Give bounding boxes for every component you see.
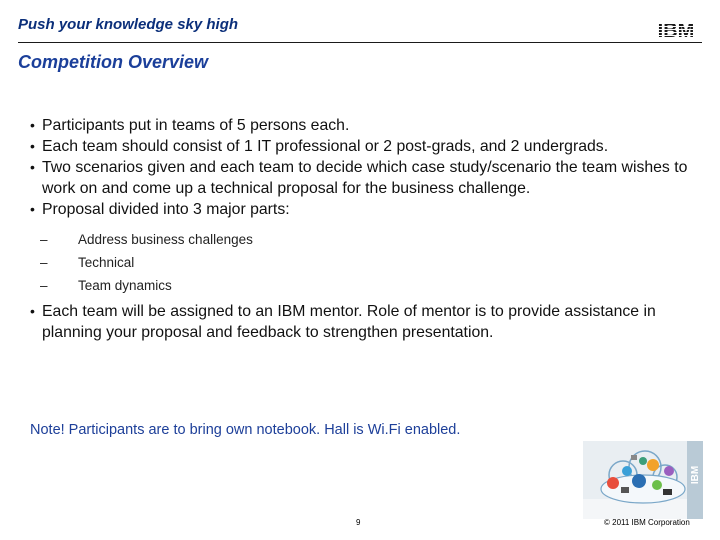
bullet-text: Proposal divided into 3 major parts: xyxy=(42,201,290,218)
bullet-item xyxy=(30,136,700,157)
bullet-item xyxy=(30,199,700,220)
cloud-collage-icon xyxy=(583,441,703,519)
dash-icon: – xyxy=(40,232,48,247)
copyright: © 2011 IBM Corporation xyxy=(604,518,690,527)
dash-icon: – xyxy=(40,278,48,293)
sub-bullet-text: Address business challenges xyxy=(78,232,253,247)
page-number: 9 xyxy=(356,518,361,527)
picture-label: IBM xyxy=(690,465,701,485)
bullet-list xyxy=(30,115,700,343)
bullet-text: Each team should consist of 1 IT professional or 2 post-grads, and 2 undergrads. xyxy=(42,138,609,155)
header-rule xyxy=(18,42,702,43)
bullet-item xyxy=(30,115,700,136)
bullet-dot-icon: • xyxy=(30,117,35,133)
sub-bullet-text: Team dynamics xyxy=(78,278,172,293)
header-tagline: Push your knowledge sky high xyxy=(18,16,239,33)
note-text: Note! Participants are to bring own notebook. Hall is Wi.Fi enabled. xyxy=(30,422,461,438)
bullet-dot-icon: • xyxy=(30,303,35,319)
sub-bullet-item xyxy=(30,274,700,297)
sub-bullet-text: Technical xyxy=(78,255,135,270)
ibm-logo xyxy=(651,18,701,40)
sub-bullet-list xyxy=(30,228,700,297)
bullet-dot-icon: • xyxy=(30,138,35,154)
sub-bullet-item xyxy=(30,228,700,251)
logo-text: IBM xyxy=(657,20,695,40)
bullet-item xyxy=(30,301,700,343)
bullet-dot-icon: • xyxy=(30,201,35,217)
bullet-text: Participants put in teams of 5 persons each. xyxy=(42,117,350,134)
bullet-text: Each team will be assigned to an IBM mentor. Role of mentor is to provide assistance in planning your proposal and feedback to strengthen presentation. xyxy=(42,303,656,341)
bullet-dot-icon: • xyxy=(30,159,35,175)
dash-icon: – xyxy=(40,255,48,270)
bullet-text: Two scenarios given and each team to decide which case study/scenario the team wishes to work on and come up a technical proposal for the business challenge. xyxy=(42,159,688,197)
bullet-item xyxy=(30,157,700,199)
slide-title: Competition Overview xyxy=(18,52,209,72)
sub-bullet-item xyxy=(30,251,700,274)
